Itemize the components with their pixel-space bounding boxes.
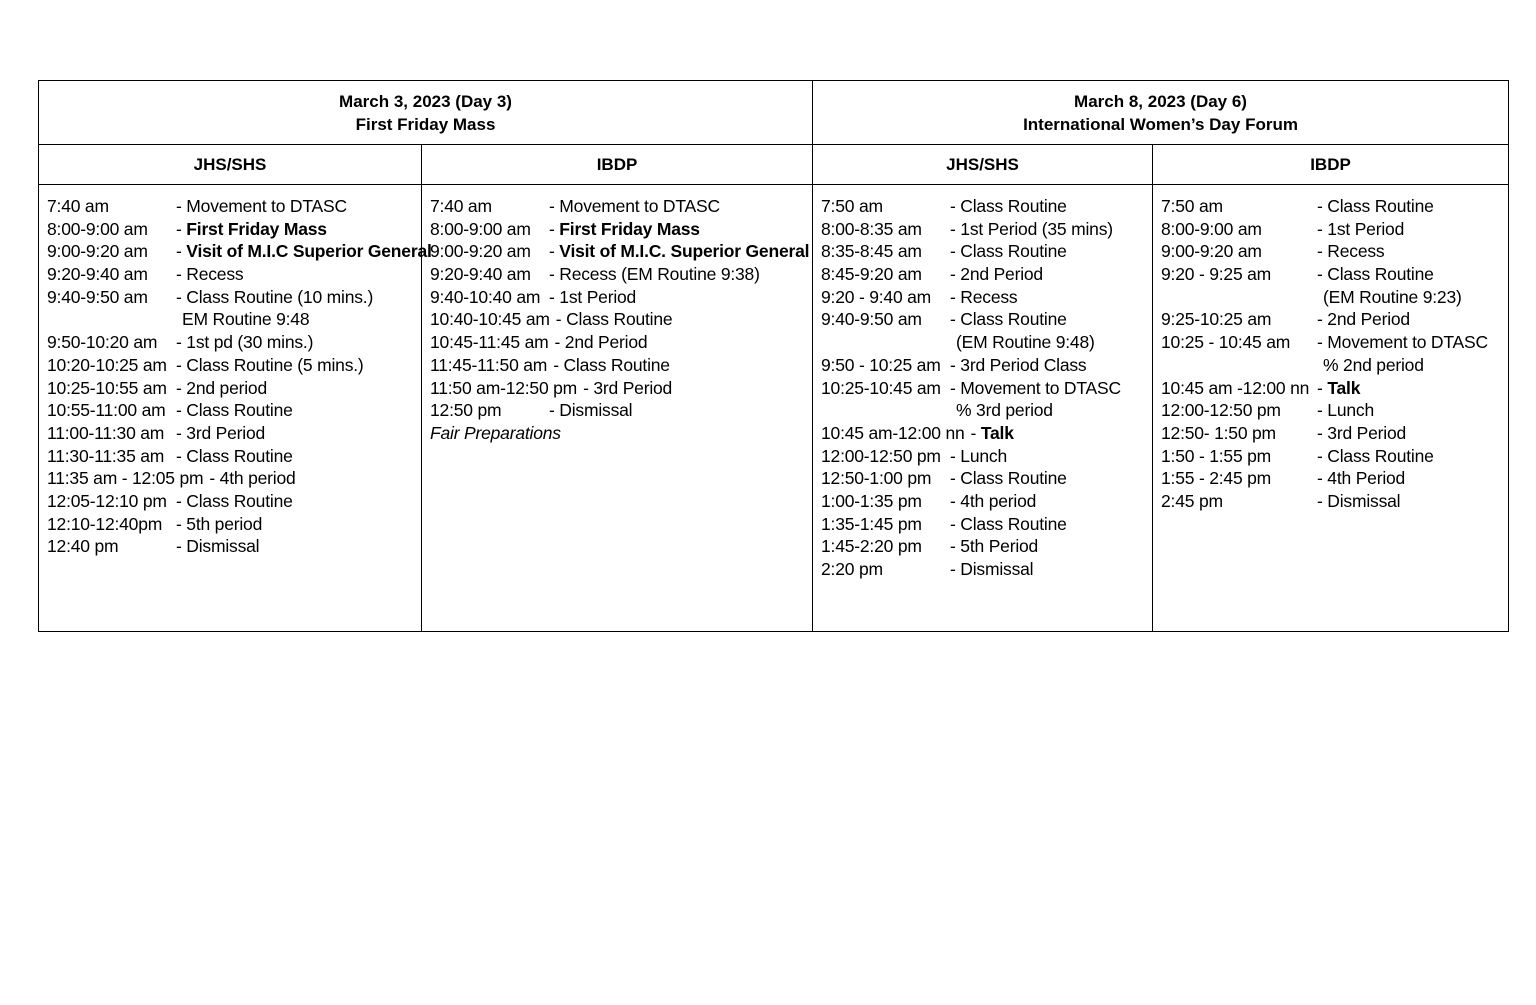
entry-time: 9:00-9:20 am bbox=[1161, 241, 1262, 262]
entry-activity: - Class Routine bbox=[176, 400, 293, 421]
day-header-march-8 bbox=[813, 81, 1509, 145]
entry-activity-highlight: Visit of M.I.C. Superior General bbox=[559, 241, 810, 262]
schedule-entry bbox=[1161, 240, 1508, 263]
schedule-entry bbox=[430, 354, 812, 377]
entry-activity: - Class Routine bbox=[176, 445, 293, 466]
schedule-entry bbox=[47, 240, 432, 263]
entry-activity: - Class Routine bbox=[950, 513, 1067, 534]
entry-activity: - Class Routine (5 mins.) bbox=[176, 354, 364, 375]
day-header-row bbox=[39, 81, 1509, 145]
entry-activity: - 1st pd (30 mins.) bbox=[176, 332, 314, 353]
entry-activity: - 4th period bbox=[209, 468, 296, 489]
entry-dash: - bbox=[970, 422, 981, 443]
day-date: March 8, 2023 (Day 6) bbox=[1074, 91, 1247, 111]
schedule-entry bbox=[1161, 422, 1508, 445]
schedule-cell-jhs-shs-day6 bbox=[813, 185, 1153, 632]
group-header-row bbox=[39, 145, 1509, 185]
entry-activity bbox=[971, 422, 1014, 445]
entry-activity-highlight: First Friday Mass bbox=[559, 218, 700, 239]
entry-continuation: (EM Routine 9:23) bbox=[1323, 286, 1462, 307]
schedule-entry bbox=[47, 377, 421, 400]
entry-time: 9:40-9:50 am bbox=[821, 309, 922, 330]
entry-activity: - Lunch bbox=[1317, 400, 1374, 421]
entry-time: 1:55 - 2:45 pm bbox=[1161, 468, 1272, 489]
entry-time: 2:45 pm bbox=[1161, 490, 1223, 511]
entry-time: 9:50-10:20 am bbox=[47, 332, 158, 353]
schedule-entry bbox=[47, 445, 421, 468]
entry-activity: - Class Routine bbox=[950, 468, 1067, 489]
schedule-entry bbox=[821, 422, 1152, 445]
schedule-entry bbox=[1161, 490, 1508, 513]
entry-activity: - Class Routine bbox=[553, 354, 670, 375]
day-date: March 3, 2023 (Day 3) bbox=[339, 91, 512, 111]
entry-activity bbox=[549, 218, 700, 241]
entry-activity: - Movement to DTASC bbox=[549, 196, 720, 216]
entry-time: 10:55-11:00 am bbox=[47, 400, 166, 421]
schedule-entry bbox=[47, 195, 421, 218]
schedule-entry bbox=[821, 354, 1152, 377]
group-header-jhs-shs-day3: JHS/SHS bbox=[39, 145, 422, 185]
entry-activity: - 2nd period bbox=[176, 377, 267, 398]
entry-activity: - 3rd Period Class bbox=[950, 354, 1087, 375]
schedule-list bbox=[1153, 185, 1508, 513]
entry-activity bbox=[176, 240, 432, 263]
schedule-table bbox=[38, 80, 1509, 632]
entry-activity: - 1st Period (35 mins) bbox=[950, 218, 1113, 239]
entry-time: 12:05-12:10 pm bbox=[47, 490, 167, 511]
schedule-entry bbox=[821, 377, 1152, 400]
schedule-entry bbox=[430, 399, 812, 422]
entry-time: 10:20-10:25 am bbox=[47, 354, 167, 375]
entry-time: 7:50 am bbox=[1161, 196, 1223, 216]
schedule-entry bbox=[1161, 399, 1508, 422]
entry-activity: - 2nd Period bbox=[1317, 309, 1410, 330]
entry-activity: - Class Routine bbox=[555, 309, 673, 330]
group-header-jhs-shs-day6: JHS/SHS bbox=[813, 145, 1153, 185]
schedule-list bbox=[422, 185, 812, 445]
entry-activity: - Recess bbox=[950, 286, 1018, 307]
schedule-entry bbox=[821, 490, 1152, 513]
entry-time: 10:25-10:45 am bbox=[821, 377, 941, 398]
entry-time: 12:00-12:50 pm bbox=[821, 445, 941, 466]
schedule-entry bbox=[47, 286, 421, 309]
entry-time: 9:20-9:40 am bbox=[430, 264, 531, 285]
entry-time: 8:45-9:20 am bbox=[821, 264, 922, 285]
schedule-entry bbox=[47, 490, 421, 513]
schedule-entry bbox=[1161, 263, 1508, 286]
schedule-entry bbox=[47, 467, 421, 490]
entry-activity: - Dismissal bbox=[950, 559, 1034, 579]
entry-activity: - Lunch bbox=[950, 445, 1007, 466]
entry-continuation: (EM Routine 9:48) bbox=[956, 332, 1095, 353]
entry-time: 9:00-9:20 am bbox=[430, 241, 531, 262]
entry-activity: - 4th period bbox=[950, 490, 1037, 511]
entry-activity: - Dismissal bbox=[176, 536, 260, 557]
group-header-ibdp-day6: IBDP bbox=[1153, 145, 1509, 185]
entry-time: 11:45-11:50 am bbox=[430, 354, 548, 375]
schedule-entry bbox=[821, 558, 1152, 581]
entry-activity: - Class Routine bbox=[950, 196, 1067, 216]
entry-activity: - 5th period bbox=[176, 513, 263, 534]
schedule-entry bbox=[821, 445, 1152, 468]
entry-activity bbox=[1317, 377, 1360, 400]
entry-activity: - Class Routine bbox=[176, 490, 293, 511]
schedule-entry bbox=[821, 467, 1152, 490]
entry-activity: - 1st Period bbox=[549, 286, 637, 307]
entry-activity: - Movement to DTASC bbox=[1317, 332, 1488, 353]
entry-dash: - bbox=[176, 241, 187, 262]
entry-time: 9:00-9:20 am bbox=[47, 241, 148, 262]
schedule-entry bbox=[821, 535, 1152, 558]
entry-activity-highlight: Talk bbox=[980, 422, 1014, 443]
entry-time: 10:45 am-12:00 nn bbox=[821, 422, 965, 443]
entry-time: 11:00-11:30 am bbox=[47, 422, 165, 443]
entry-time: 10:45 am -12:00 nn bbox=[1161, 377, 1310, 398]
entry-activity-highlight: First Friday Mass bbox=[186, 218, 327, 239]
entry-activity-highlight: Visit of M.I.C Superior General bbox=[186, 241, 432, 262]
entry-continuation: % 2nd period bbox=[1323, 354, 1424, 375]
schedule-note: Fair Preparations bbox=[430, 422, 561, 443]
schedule-entry bbox=[430, 377, 812, 400]
schedule-entry bbox=[1161, 308, 1508, 331]
entry-activity: - 3rd Period bbox=[176, 422, 266, 443]
schedule-entry bbox=[47, 422, 421, 445]
schedule-entry bbox=[47, 263, 421, 286]
schedule-entry bbox=[430, 263, 812, 286]
schedule-list bbox=[813, 185, 1152, 581]
entry-activity: - Movement to DTASC bbox=[950, 377, 1121, 398]
entry-time: 12:10-12:40pm bbox=[47, 513, 163, 534]
schedule-entry bbox=[430, 308, 812, 331]
schedule-entry bbox=[1161, 218, 1508, 241]
schedule-entry bbox=[1161, 331, 1508, 354]
entry-activity: - Movement to DTASC bbox=[176, 196, 347, 216]
entry-activity bbox=[549, 240, 809, 263]
entry-time: 11:35 am - 12:05 pm bbox=[47, 468, 204, 489]
schedule-entry bbox=[821, 195, 1152, 218]
schedule-entry bbox=[1161, 445, 1508, 468]
schedule-entry bbox=[47, 331, 421, 354]
entry-activity: - Dismissal bbox=[549, 400, 633, 421]
entry-time: 1:35-1:45 pm bbox=[821, 513, 922, 534]
entry-time: 8:35-8:45 am bbox=[821, 241, 922, 262]
entry-activity-highlight: Talk bbox=[1327, 377, 1361, 398]
entry-time: 8:00-9:00 am bbox=[430, 218, 531, 239]
entry-time: 10:25 - 10:45 am bbox=[1161, 332, 1291, 353]
entry-time: 7:50 am bbox=[821, 196, 883, 216]
entry-activity: - 1st Period bbox=[1317, 218, 1405, 239]
entry-time: 1:00-1:35 pm bbox=[821, 490, 922, 511]
schedule-entry bbox=[430, 218, 812, 241]
day-header-march-3 bbox=[39, 81, 813, 145]
entry-activity bbox=[176, 218, 327, 241]
schedule-entry bbox=[47, 535, 421, 558]
schedule-entry bbox=[47, 354, 421, 377]
schedule-cell-ibdp-day3 bbox=[422, 185, 813, 632]
group-header-ibdp-day3: IBDP bbox=[422, 145, 813, 185]
schedule-entry bbox=[47, 399, 421, 422]
entry-activity: - Class Routine (10 mins.) bbox=[176, 286, 374, 307]
entry-time: 8:00-8:35 am bbox=[821, 218, 922, 239]
schedule-entry bbox=[1161, 377, 1508, 400]
schedule-entry bbox=[821, 218, 1152, 241]
entry-activity: - Class Routine bbox=[950, 309, 1067, 330]
entry-time: 12:40 pm bbox=[47, 536, 119, 557]
entry-time: 9:20-9:40 am bbox=[47, 264, 148, 285]
entry-activity: - Dismissal bbox=[1317, 490, 1401, 511]
schedule-list bbox=[39, 185, 432, 558]
entry-dash: - bbox=[176, 218, 187, 239]
entry-time: 9:25-10:25 am bbox=[1161, 309, 1272, 330]
entry-activity: - Recess bbox=[1317, 241, 1385, 262]
entry-time: 7:40 am bbox=[47, 196, 109, 216]
entry-time: 2:20 pm bbox=[821, 559, 883, 579]
schedule-cell-ibdp-day6 bbox=[1153, 185, 1509, 632]
schedule-entry bbox=[821, 263, 1152, 286]
entry-time: 10:45-11:45 am bbox=[430, 332, 549, 353]
entry-time: 9:40-9:50 am bbox=[47, 286, 148, 307]
entry-activity: - 3rd Period bbox=[1317, 422, 1407, 443]
entry-activity: - Recess bbox=[176, 264, 244, 285]
entry-activity: - 5th Period bbox=[950, 536, 1039, 557]
entry-time: 10:40-10:45 am bbox=[430, 309, 550, 330]
entry-activity: - Class Routine bbox=[1317, 196, 1434, 216]
entry-activity: - Class Routine bbox=[950, 241, 1067, 262]
entry-activity: - Class Routine bbox=[1317, 264, 1434, 285]
schedule-cell-jhs-shs-day3 bbox=[39, 185, 432, 632]
schedule-entry bbox=[821, 240, 1152, 263]
entry-dash: - bbox=[1317, 377, 1328, 398]
entry-time: 7:40 am bbox=[430, 196, 492, 216]
schedule-body-row bbox=[39, 185, 1509, 632]
entry-time: 9:20 - 9:40 am bbox=[821, 286, 932, 307]
schedule-entry bbox=[430, 240, 812, 263]
schedule-entry bbox=[1161, 195, 1508, 218]
entry-time: 9:40-10:40 am bbox=[430, 286, 541, 307]
entry-continuation: EM Routine 9:48 bbox=[182, 309, 310, 330]
entry-activity: - Recess (EM Routine 9:38) bbox=[549, 264, 760, 285]
schedule-entry bbox=[430, 195, 812, 218]
day-event: First Friday Mass bbox=[355, 114, 496, 134]
entry-time: 9:20 - 9:25 am bbox=[1161, 264, 1272, 285]
schedule-entry bbox=[47, 513, 421, 536]
schedule-entry bbox=[430, 331, 812, 354]
entry-activity: - 2nd Period bbox=[950, 264, 1043, 285]
schedule-entry bbox=[1161, 467, 1508, 490]
entry-activity: - 3rd Period bbox=[583, 377, 673, 398]
entry-time: 8:00-9:00 am bbox=[1161, 218, 1262, 239]
entry-activity: - Class Routine bbox=[1317, 445, 1434, 466]
entry-time: 10:25-10:55 am bbox=[47, 377, 167, 398]
entry-time: 12:50- 1:50 pm bbox=[1161, 422, 1276, 443]
entry-activity: - 4th Period bbox=[1317, 468, 1406, 489]
entry-dash: - bbox=[549, 218, 560, 239]
schedule-entry bbox=[821, 308, 1152, 331]
entry-activity: - 2nd Period bbox=[554, 332, 648, 353]
schedule-entry bbox=[821, 513, 1152, 536]
day-event: International Women’s Day Forum bbox=[1023, 114, 1298, 134]
entry-time: 11:30-11:35 am bbox=[47, 445, 165, 466]
entry-time: 12:50 pm bbox=[430, 400, 502, 421]
entry-continuation: % 3rd period bbox=[956, 400, 1053, 421]
entry-time: 12:50-1:00 pm bbox=[821, 468, 932, 489]
entry-time: 11:50 am-12:50 pm bbox=[430, 377, 578, 398]
entry-time: 8:00-9:00 am bbox=[47, 218, 148, 239]
schedule-entry bbox=[821, 286, 1152, 309]
schedule-entry bbox=[430, 286, 812, 309]
schedule-entry bbox=[47, 218, 421, 241]
entry-time: 1:50 - 1:55 pm bbox=[1161, 445, 1272, 466]
entry-time: 9:50 - 10:25 am bbox=[821, 354, 941, 375]
entry-time: 12:00-12:50 pm bbox=[1161, 400, 1281, 421]
entry-time: 1:45-2:20 pm bbox=[821, 536, 922, 557]
entry-dash: - bbox=[549, 241, 560, 262]
